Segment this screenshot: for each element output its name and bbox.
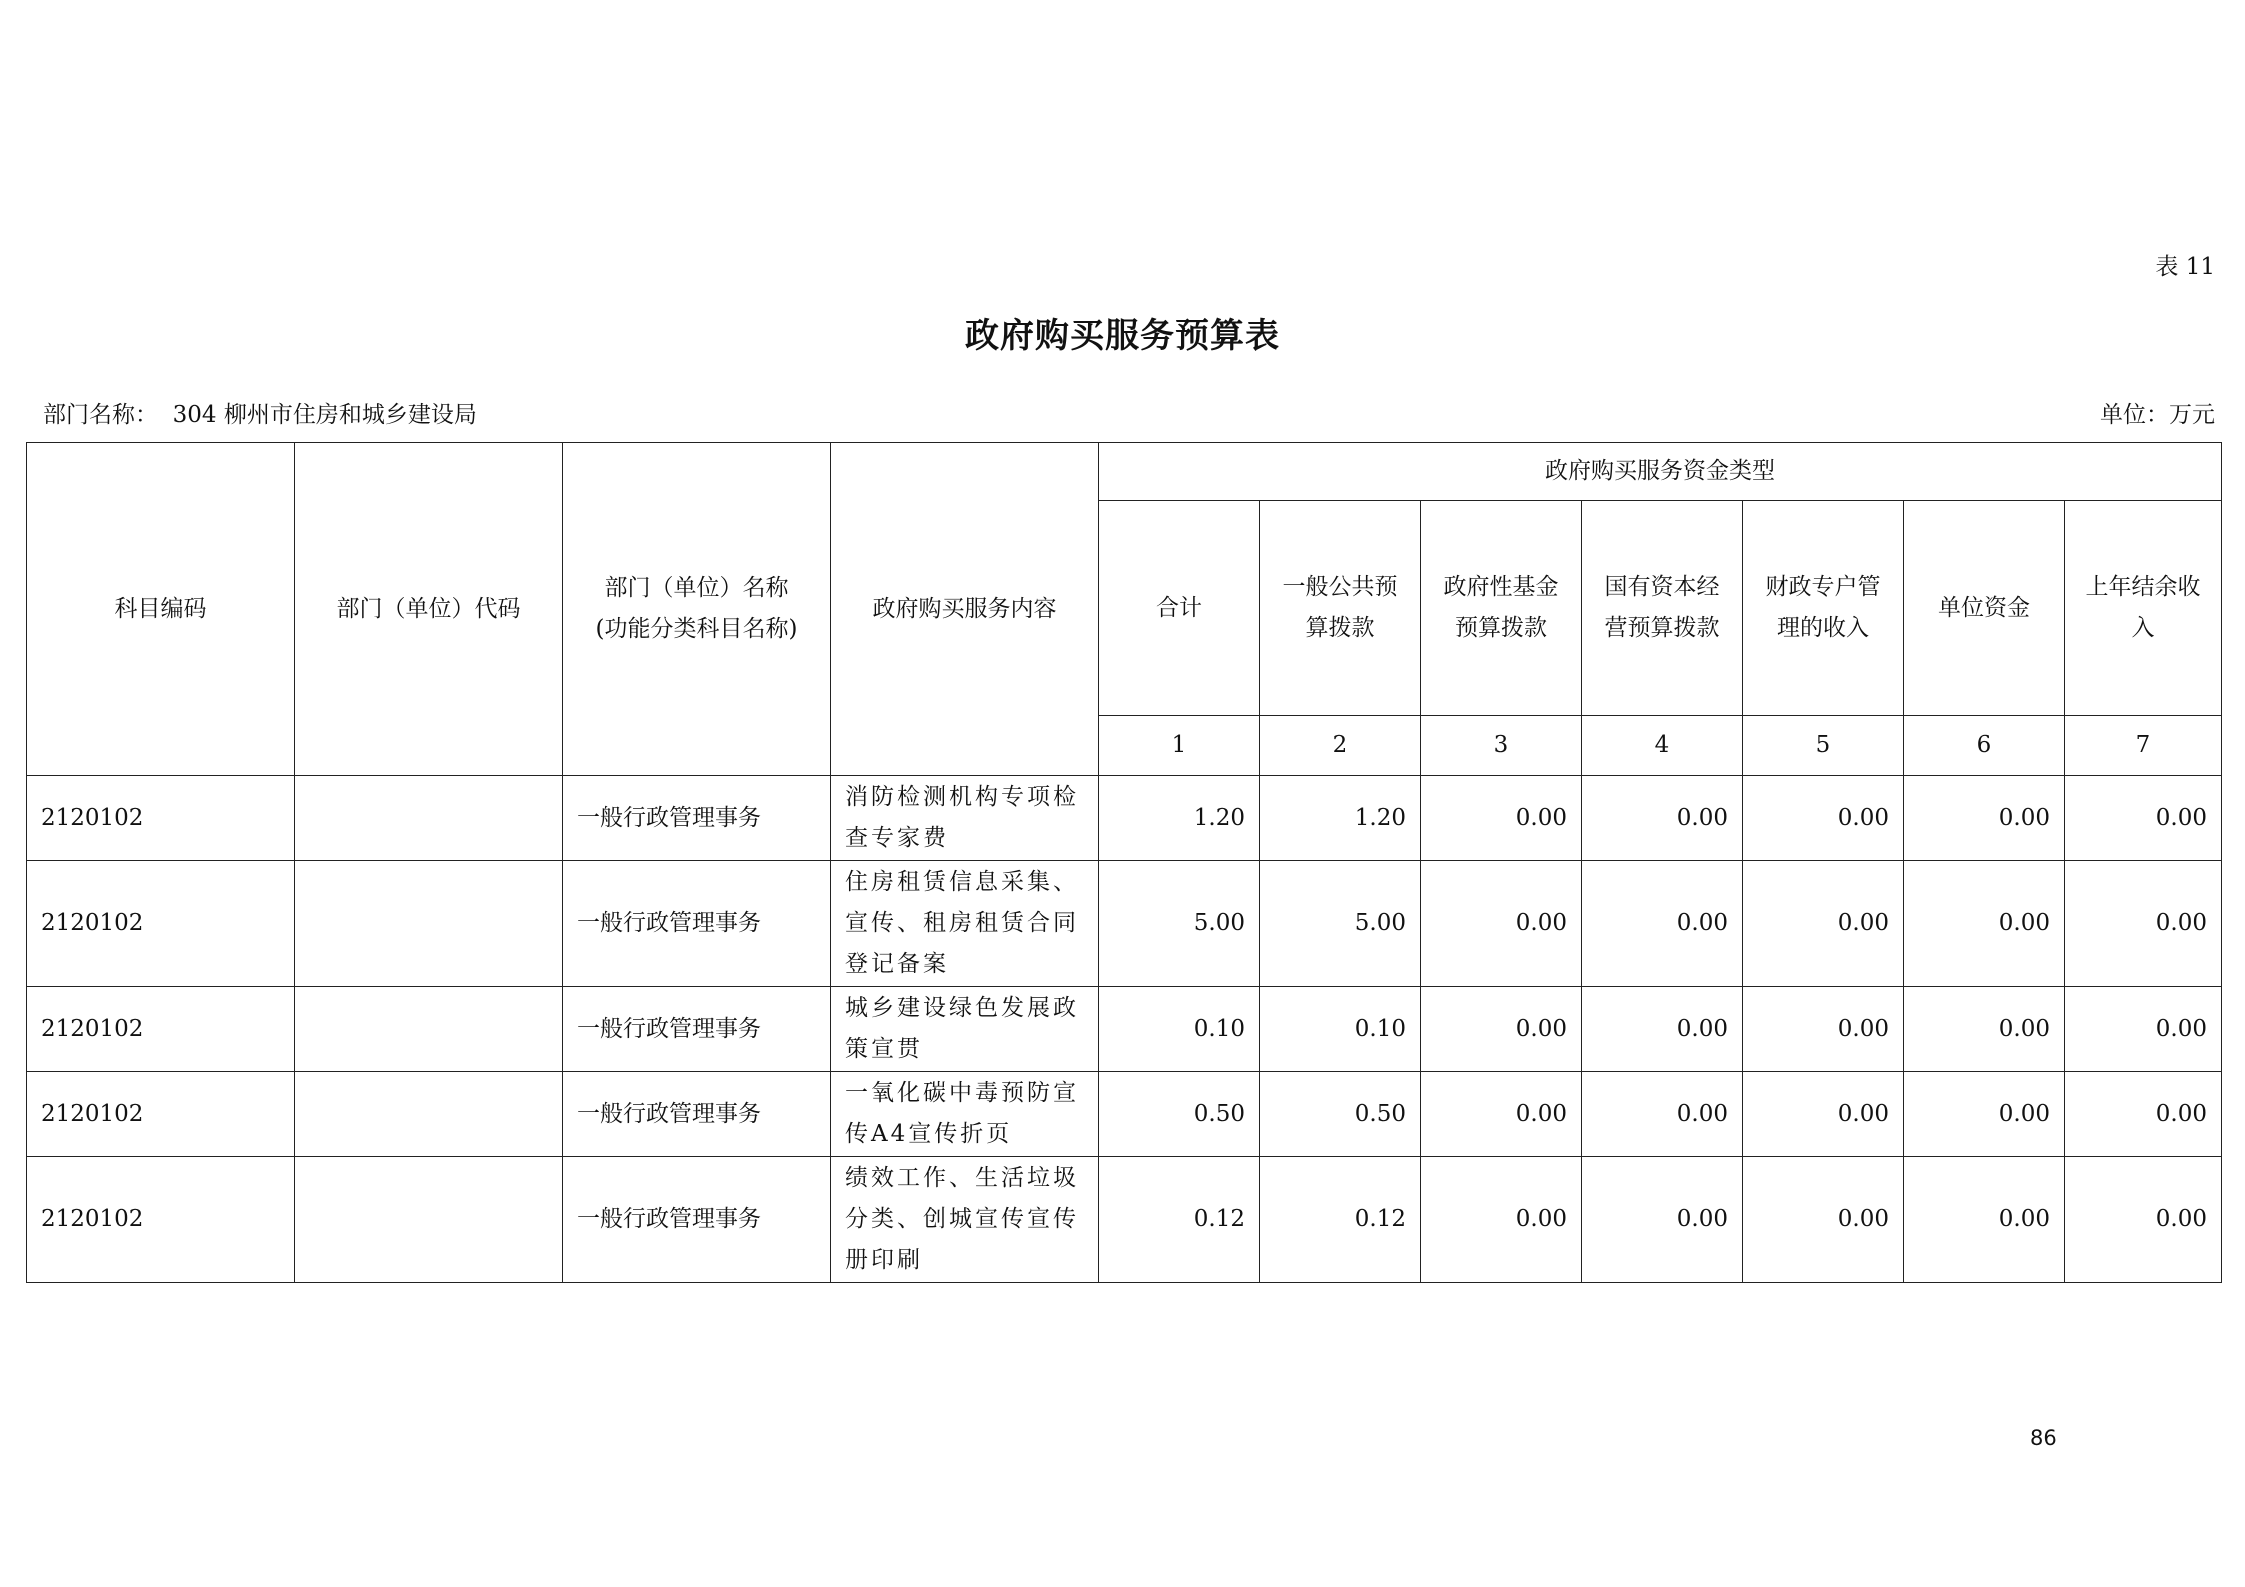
budget-table <box>26 442 2222 1283</box>
cell-value-government-fund: 0.00 <box>1421 861 1582 987</box>
cell-dept-code <box>295 1157 563 1283</box>
cell-value-state-capital: 0.00 <box>1582 987 1743 1072</box>
header-col-number: 4 <box>1582 716 1743 776</box>
cell-value-special-account: 0.00 <box>1743 987 1904 1072</box>
table-row <box>27 861 2222 987</box>
cell-subject-code: 2120102 <box>27 1072 295 1157</box>
table-row <box>27 987 2222 1072</box>
cell-value-general-budget: 0.12 <box>1260 1157 1421 1283</box>
cell-dept-code <box>295 987 563 1072</box>
cell-subject-code: 2120102 <box>27 1157 295 1283</box>
cell-value-prior-year-surplus: 0.00 <box>2065 776 2222 861</box>
cell-value-general-budget: 0.50 <box>1260 1072 1421 1157</box>
table-number: 表 11 <box>2155 254 2215 280</box>
cell-value-unit-funds: 0.00 <box>1904 1157 2065 1283</box>
header-fund-state-capital: 国有资本经营预算拨款 <box>1582 501 1743 716</box>
cell-service-content: 绩效工作、生活垃圾分类、创城宣传宣传册印刷 <box>831 1157 1099 1283</box>
cell-value-unit-funds: 0.00 <box>1904 861 2065 987</box>
table-row <box>27 1157 2222 1283</box>
department-name: 304 柳州市住房和城乡建设局 <box>172 402 477 428</box>
cell-service-content: 城乡建设绿色发展政策宣贯 <box>831 987 1099 1072</box>
cell-value-general-budget: 1.20 <box>1260 776 1421 861</box>
header-fund-special-account: 财政专户管理的收入 <box>1743 501 1904 716</box>
cell-dept-name: 一般行政管理事务 <box>563 1072 831 1157</box>
header-fund-government-fund: 政府性基金预算拨款 <box>1421 501 1582 716</box>
header-dept-name-line2: (功能分类科目名称) <box>595 616 798 642</box>
cell-value-government-fund: 0.00 <box>1421 1072 1582 1157</box>
cell-value-total: 0.50 <box>1099 1072 1260 1157</box>
header-col-number: 3 <box>1421 716 1582 776</box>
cell-dept-name: 一般行政管理事务 <box>563 987 831 1072</box>
header-dept-code: 部门（单位）代码 <box>295 443 563 776</box>
cell-value-special-account: 0.00 <box>1743 776 1904 861</box>
cell-subject-code: 2120102 <box>27 776 295 861</box>
table-body <box>27 776 2222 1283</box>
cell-value-general-budget: 0.10 <box>1260 987 1421 1072</box>
department-label: 部门名称： <box>43 402 158 428</box>
cell-value-government-fund: 0.00 <box>1421 776 1582 861</box>
cell-dept-code <box>295 1072 563 1157</box>
cell-value-prior-year-surplus: 0.00 <box>2065 1072 2222 1157</box>
cell-value-special-account: 0.00 <box>1743 1157 1904 1283</box>
header-col-number: 5 <box>1743 716 1904 776</box>
cell-value-prior-year-surplus: 0.00 <box>2065 861 2222 987</box>
cell-value-special-account: 0.00 <box>1743 1072 1904 1157</box>
cell-value-state-capital: 0.00 <box>1582 1157 1743 1283</box>
cell-value-total: 5.00 <box>1099 861 1260 987</box>
cell-subject-code: 2120102 <box>27 861 295 987</box>
cell-value-special-account: 0.00 <box>1743 861 1904 987</box>
cell-value-government-fund: 0.00 <box>1421 987 1582 1072</box>
cell-value-unit-funds: 0.00 <box>1904 1072 2065 1157</box>
cell-dept-name: 一般行政管理事务 <box>563 861 831 987</box>
cell-value-total: 1.20 <box>1099 776 1260 861</box>
header-dept-name <box>563 443 831 776</box>
cell-value-state-capital: 0.00 <box>1582 776 1743 861</box>
table-row <box>27 1072 2222 1157</box>
cell-value-general-budget: 5.00 <box>1260 861 1421 987</box>
cell-value-total: 0.12 <box>1099 1157 1260 1283</box>
header-col-number: 7 <box>2065 716 2222 776</box>
header-fund-prior-year-surplus: 上年结余收入 <box>2065 501 2222 716</box>
cell-service-content: 消防检测机构专项检查专家费 <box>831 776 1099 861</box>
cell-service-content: 一氧化碳中毒预防宣传A4宣传折页 <box>831 1072 1099 1157</box>
cell-value-unit-funds: 0.00 <box>1904 776 2065 861</box>
cell-subject-code: 2120102 <box>27 987 295 1072</box>
unit-label: 单位：万元 <box>2100 402 2215 428</box>
cell-value-unit-funds: 0.00 <box>1904 987 2065 1072</box>
cell-value-government-fund: 0.00 <box>1421 1157 1582 1283</box>
page-title: 政府购买服务预算表 <box>965 316 1280 356</box>
cell-value-prior-year-surplus: 0.00 <box>2065 1157 2222 1283</box>
page-number: 86 <box>2030 1426 2057 1450</box>
cell-value-state-capital: 0.00 <box>1582 861 1743 987</box>
cell-value-prior-year-surplus: 0.00 <box>2065 987 2222 1072</box>
table-row <box>27 776 2222 861</box>
header-content: 政府购买服务内容 <box>831 443 1099 776</box>
cell-service-content: 住房租赁信息采集、宣传、租房租赁合同登记备案 <box>831 861 1099 987</box>
cell-dept-name: 一般行政管理事务 <box>563 1157 831 1283</box>
header-subject-code: 科目编码 <box>27 443 295 776</box>
header-col-number: 2 <box>1260 716 1421 776</box>
header-fund-unit-funds: 单位资金 <box>1904 501 2065 716</box>
header-col-number: 6 <box>1904 716 2065 776</box>
header-fund-general-budget: 一般公共预算拨款 <box>1260 501 1421 716</box>
header-fund-total: 合计 <box>1099 501 1260 716</box>
cell-value-state-capital: 0.00 <box>1582 1072 1743 1157</box>
cell-dept-code <box>295 861 563 987</box>
cell-dept-code <box>295 776 563 861</box>
header-fund-type-group: 政府购买服务资金类型 <box>1099 443 2222 501</box>
department-info <box>43 396 477 429</box>
cell-value-total: 0.10 <box>1099 987 1260 1072</box>
cell-dept-name: 一般行政管理事务 <box>563 776 831 861</box>
table-header <box>27 443 2222 776</box>
header-dept-name-line1: 部门（单位）名称 <box>604 575 789 601</box>
header-col-number: 1 <box>1099 716 1260 776</box>
